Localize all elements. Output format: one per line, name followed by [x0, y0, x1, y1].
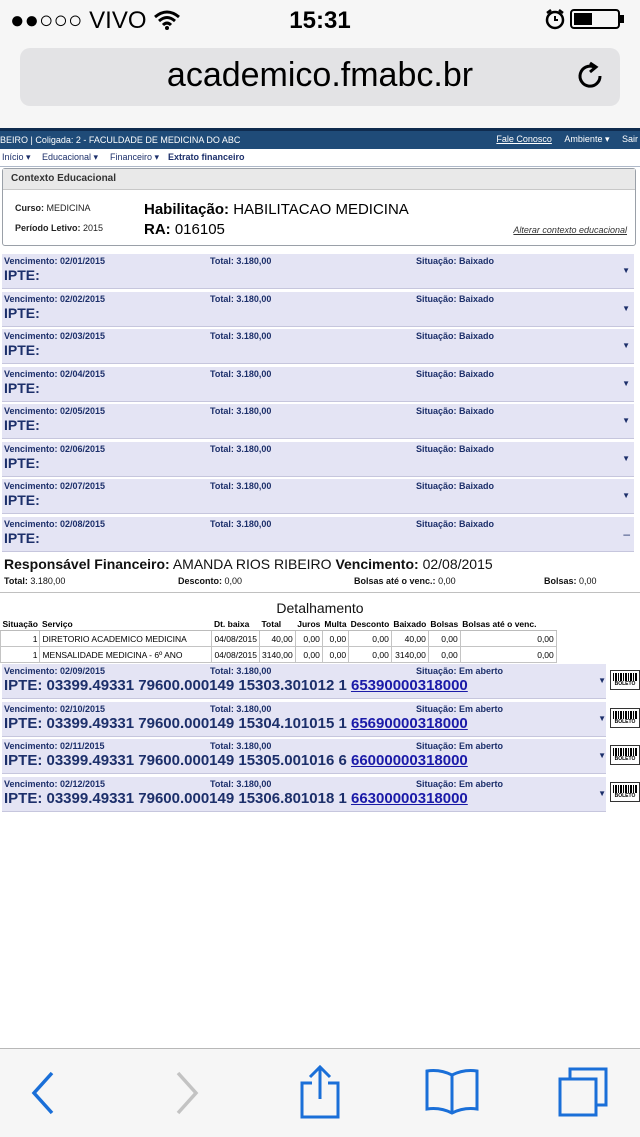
situacao: Situação: Baixado — [416, 406, 495, 416]
expand-arrow-icon[interactable]: ▼ — [622, 303, 630, 313]
total: Total: 3.180,00 — [210, 256, 272, 266]
ipte: IPTE: — [4, 417, 40, 433]
barcode-icon — [613, 785, 637, 793]
curso-info: Curso: MEDICINA — [15, 203, 91, 213]
total: Total: 3.180,00 — [210, 778, 272, 789]
expand-arrow-icon[interactable]: ▼ — [598, 751, 606, 760]
alarm-icon — [544, 8, 566, 30]
ipte: IPTE: — [4, 529, 40, 546]
habilitacao-info: Habilitação: HABILITACAO MEDICINA — [144, 201, 409, 218]
responsavel-financeiro: Responsável Financeiro: AMANDA RIOS RIBEIRO Vencimento: 02/08/2015 — [4, 556, 493, 572]
parcela-aberta-row[interactable] — [2, 739, 606, 774]
expand-arrow-icon[interactable]: ▼ — [598, 788, 606, 798]
boleto-button[interactable] — [610, 670, 640, 690]
tabs-icon[interactable] — [556, 1065, 610, 1119]
collapse-icon[interactable]: – — [623, 526, 630, 541]
menu-educacional[interactable]: Educacional ▾ — [42, 152, 99, 162]
situacao: Situação: Baixado — [416, 481, 495, 491]
periodo-info: Período Letivo: 2015 — [15, 223, 104, 233]
total: Total: 3.180,00 — [210, 666, 272, 676]
cell: 3140,00 — [259, 647, 295, 663]
vencimento: Vencimento: 02/04/2015 — [4, 368, 106, 379]
cell: 04/08/2015 — [212, 647, 260, 663]
cell: 3140,00 — [391, 647, 428, 663]
cell: 0,00 — [428, 631, 460, 647]
status-right — [544, 8, 626, 35]
divider — [0, 592, 640, 593]
ipte-line: IPTE: 03399.49331 79600.000149 15305.001016 6 66000000318000 — [4, 752, 468, 769]
boleto-button[interactable] — [610, 782, 640, 802]
table-row — [1, 631, 557, 647]
vencimento: Vencimento: 02/10/2015 — [4, 703, 106, 714]
cell: 0,00 — [349, 647, 392, 663]
total: Total: 3.180,00 — [210, 406, 272, 416]
expand-arrow-icon[interactable]: ▼ — [598, 676, 606, 685]
barcode-icon — [613, 673, 637, 681]
situacao: Situação: Em aberto — [416, 666, 504, 676]
col-desconto: Desconto — [350, 619, 390, 629]
vencimento: Vencimento: 02/11/2015 — [4, 741, 105, 751]
summary-bolsas: Bolsas: 0,00 — [544, 576, 597, 586]
expand-arrow-icon[interactable]: ▼ — [622, 491, 630, 500]
menu-financeiro[interactable]: Financeiro ▾ — [110, 152, 160, 162]
boleto-button[interactable] — [610, 745, 640, 765]
situacao: Situação: Baixado — [416, 368, 495, 379]
col-juros: Juros — [297, 619, 321, 629]
summary-total: Total: 3.180,00 — [4, 576, 66, 586]
table-header-row — [1, 618, 557, 631]
url-text[interactable]: academico.fmabc.br — [166, 56, 474, 94]
expand-arrow-icon[interactable]: ▼ — [598, 713, 606, 723]
vencimento: Vencimento: 02/06/2015 — [4, 443, 106, 454]
situacao: Situação: Em aberto — [416, 778, 504, 789]
table-row — [1, 647, 557, 663]
total: Total: 3.180,00 — [210, 703, 272, 714]
parcela-aberta-row[interactable] — [2, 664, 606, 699]
contexto-educacional-panel — [2, 168, 636, 246]
col-bolsas-venc: Bolsas até o venc. — [460, 618, 556, 631]
cell: 0,00 — [349, 631, 392, 647]
reload-icon[interactable] — [574, 60, 606, 92]
parcela-row[interactable] — [2, 329, 634, 364]
cell: 40,00 — [259, 631, 295, 647]
total: Total: 3.180,00 — [210, 518, 272, 529]
portal-topbar — [0, 128, 640, 149]
situacao: Situação: Baixado — [416, 443, 495, 454]
vencimento: Vencimento: 02/08/2015 — [4, 518, 106, 529]
cell: 0,00 — [428, 647, 460, 663]
situacao: Situação: Baixado — [416, 518, 495, 529]
main-menu — [0, 149, 640, 167]
boleto-label: BOLETO — [614, 756, 636, 762]
col-servico: Serviço — [40, 618, 212, 631]
fale-conosco-link[interactable]: Fale Conosco — [496, 134, 552, 144]
col-dt-baixa: Dt. baixa — [212, 618, 260, 631]
vencimento: Vencimento: 02/07/2015 — [4, 481, 106, 491]
ipte: IPTE: — [4, 492, 40, 508]
parcela-row[interactable] — [2, 404, 634, 439]
boleto-button[interactable] — [610, 708, 640, 728]
vencimento: Vencimento: 02/03/2015 — [4, 331, 106, 341]
address-field[interactable] — [20, 48, 620, 106]
total: Total: 3.180,00 — [210, 481, 272, 491]
menu-extrato-financeiro[interactable]: Extrato financeiro — [168, 152, 245, 162]
ipte-line: IPTE: 03399.49331 79600.000149 15303.301012 1 65390000318000 — [4, 677, 468, 694]
clock: 15:31 — [289, 7, 351, 34]
menu-inicio[interactable]: Início ▾ — [2, 152, 31, 162]
cell: 04/08/2015 — [212, 631, 260, 647]
web-page — [0, 128, 640, 807]
ipte-line: IPTE: 03399.49331 79600.000149 15304.101015 1 65690000318000 — [4, 714, 468, 732]
carrier-label: ●●○○○ VIVO — [10, 7, 147, 34]
total: Total: 3.180,00 — [210, 331, 272, 341]
vencimento: Vencimento: 02/02/2015 — [4, 293, 106, 304]
coligada-label: BEIRO | Coligada: 2 - FACULDADE DE MEDICINA DO ABC — [0, 135, 241, 145]
boleto-label: BOLETO — [614, 719, 636, 725]
situacao: Situação: Baixado — [416, 331, 495, 341]
ipte-line: IPTE: 03399.49331 79600.000149 15306.801018 1 66300000318000 — [4, 789, 468, 807]
parcela-row[interactable] — [2, 292, 634, 327]
cell: 1 — [1, 647, 40, 663]
cell: 0,00 — [295, 631, 322, 647]
boleto-label: BOLETO — [614, 793, 636, 799]
col-situacao: Situação — [2, 619, 38, 629]
barcode-icon — [613, 748, 637, 756]
parcela-aberta-row[interactable] — [2, 777, 606, 812]
cell: DIRETORIO ACADEMICO MEDICINA — [40, 631, 212, 647]
cell: 0,00 — [295, 647, 322, 663]
parcela-row[interactable] — [2, 479, 634, 514]
ipte-link[interactable]: 65690000318000 — [350, 714, 468, 732]
cell: 0,00 — [460, 631, 556, 647]
boleto-label: BOLETO — [614, 681, 636, 687]
contexto-title: Contexto Educacional — [3, 169, 635, 190]
sair-link[interactable]: Sair — [621, 134, 638, 144]
ipte: IPTE: — [4, 267, 40, 283]
col-bolsas: Bolsas — [430, 619, 459, 629]
situacao: Situação: Em aberto — [416, 703, 504, 714]
back-icon[interactable] — [28, 1069, 60, 1117]
parcela-row[interactable] — [2, 254, 634, 289]
situacao: Situação: Baixado — [416, 256, 495, 266]
cell: 40,00 — [391, 631, 428, 647]
vencimento: Vencimento: 02/12/2015 — [4, 778, 106, 789]
detalhamento-title: Detalhamento — [276, 600, 364, 616]
summary-desconto: Desconto: 0,00 — [178, 576, 243, 586]
ipte: IPTE: — [4, 379, 40, 396]
expand-arrow-icon[interactable]: ▼ — [622, 416, 630, 425]
parcela-row[interactable] — [2, 442, 634, 477]
cell: 1 — [1, 631, 40, 647]
cell: 0,00 — [322, 631, 348, 647]
cell: MENSALIDADE MEDICINA - 6º ANO — [40, 647, 212, 663]
forward-icon[interactable] — [170, 1069, 202, 1117]
ipte-link[interactable]: 65390000318000 — [350, 677, 468, 694]
bookmarks-icon[interactable] — [424, 1067, 480, 1117]
expand-arrow-icon[interactable]: ▼ — [622, 341, 630, 350]
parcela-row[interactable] — [2, 367, 634, 402]
ipte-link[interactable]: 66000000318000 — [350, 752, 468, 769]
detalhamento-table — [0, 618, 557, 663]
ipte: IPTE: — [4, 342, 40, 358]
col-multa: Multa — [324, 619, 347, 629]
ra-info: RA: 016105 — [144, 221, 225, 238]
expand-arrow-icon[interactable]: ▼ — [622, 453, 630, 463]
situacao: Situação: Em aberto — [416, 741, 504, 751]
situacao: Situação: Baixado — [416, 293, 495, 304]
total: Total: 3.180,00 — [210, 443, 272, 454]
parcela-row-expanded[interactable] — [2, 517, 634, 552]
browser-url-bar — [0, 40, 640, 129]
browser-toolbar — [0, 1048, 640, 1137]
share-icon[interactable] — [298, 1065, 342, 1119]
total: Total: 3.180,00 — [210, 293, 272, 304]
ipte: IPTE: — [4, 454, 40, 471]
expand-arrow-icon[interactable]: ▼ — [622, 378, 630, 388]
cell: 0,00 — [460, 647, 556, 663]
alterar-contexto-link[interactable]: Alterar contexto educacional — [513, 225, 627, 235]
summary-bolsas-venc: Bolsas até o venc.: 0,00 — [354, 576, 456, 586]
total: Total: 3.180,00 — [210, 741, 272, 751]
ipte: IPTE: — [4, 304, 40, 321]
col-total: Total — [259, 618, 295, 631]
cell: 0,00 — [322, 647, 348, 663]
battery-icon — [570, 8, 626, 30]
ambiente-menu[interactable]: Ambiente ▾ — [564, 134, 610, 144]
col-baixado: Baixado — [393, 619, 427, 629]
vencimento: Vencimento: 02/05/2015 — [4, 406, 106, 416]
total: Total: 3.180,00 — [210, 368, 272, 379]
expand-arrow-icon[interactable]: ▼ — [622, 266, 630, 275]
parcela-aberta-row[interactable] — [2, 702, 606, 737]
vencimento: Vencimento: 02/01/2015 — [4, 256, 106, 266]
vencimento: Vencimento: 02/09/2015 — [4, 666, 106, 676]
ipte-link[interactable]: 66300000318000 — [350, 789, 468, 807]
barcode-icon — [613, 711, 637, 719]
status-bar — [0, 0, 640, 40]
